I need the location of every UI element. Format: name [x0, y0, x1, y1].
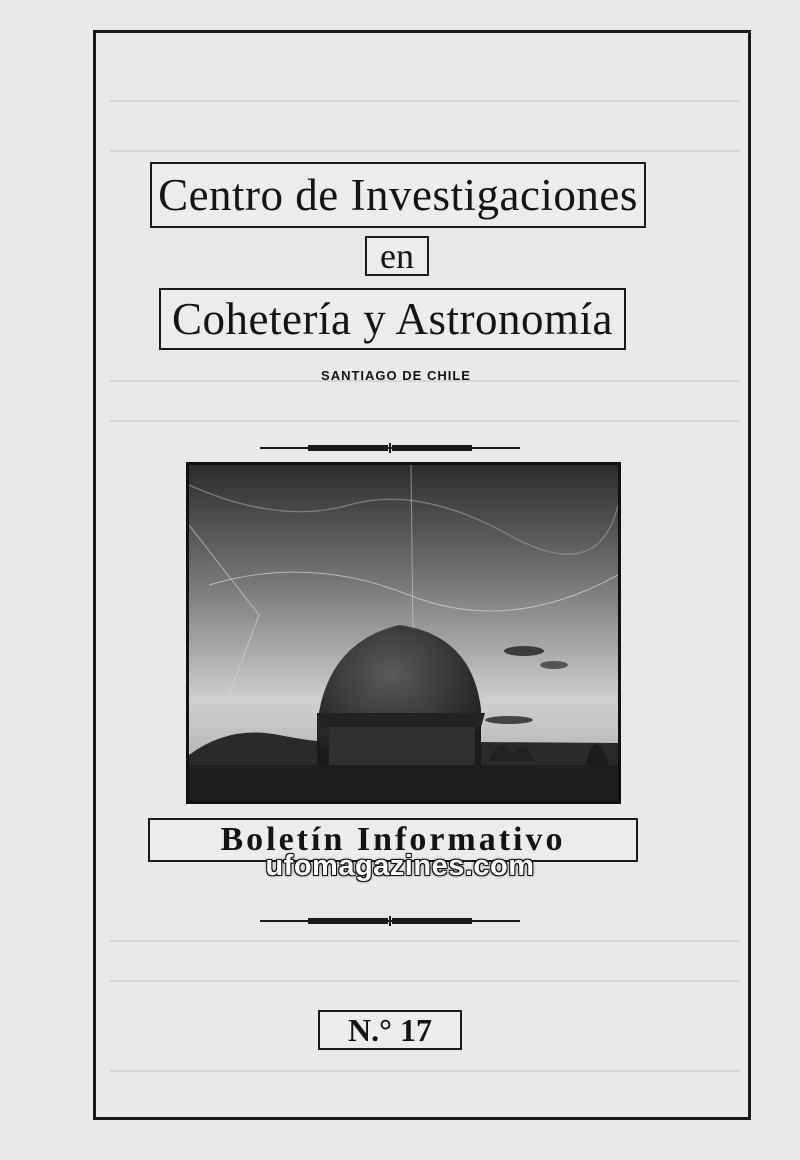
watermark-text: ufomagazines.com — [265, 850, 535, 882]
issue-number: N.° 17 — [318, 1010, 462, 1050]
ornament-divider-bottom — [260, 916, 520, 926]
title-line-2: en — [365, 236, 429, 276]
ornament-divider-top — [260, 443, 520, 453]
bulletin-title: Boletín Informativo — [148, 818, 638, 862]
observatory-dome-photo — [186, 462, 621, 804]
title-line-1: Centro de Investigaciones — [150, 162, 646, 228]
location-label: SANTIAGO DE CHILE — [321, 368, 471, 383]
title-line-3: Cohetería y Astronomía — [159, 288, 626, 350]
